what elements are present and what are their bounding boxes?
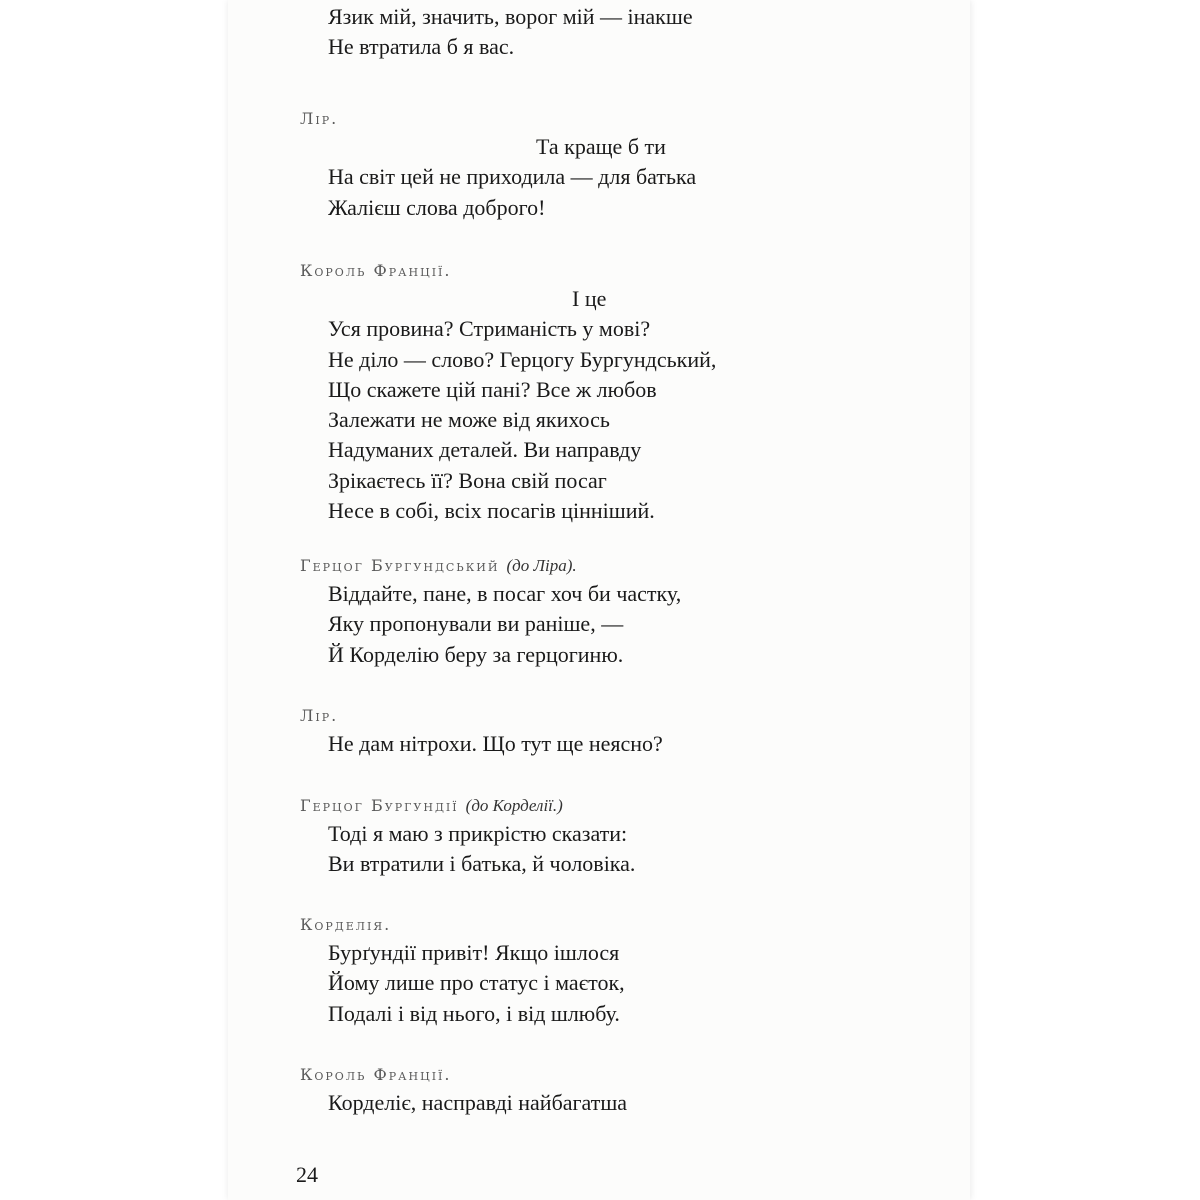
verse-line: Й Корделію беру за герцогиню. <box>328 641 624 667</box>
speaker-name <box>300 258 970 284</box>
dialogue-block-8 <box>228 1062 970 1118</box>
verse-line: Віддайте, пане, в посаг хоч би частку, <box>328 581 682 606</box>
dialogue-block-5 <box>228 703 970 759</box>
book-page <box>228 0 970 1200</box>
page-number: 24 <box>296 1162 318 1187</box>
speaker-label: Король Франції. <box>300 1065 452 1084</box>
verse-line: На світ цей не приходила — для батька <box>328 164 697 190</box>
page-content <box>228 0 970 1200</box>
speaker-name <box>300 703 970 729</box>
verse-line: Не діло — слово? Герцогу Бургундський, <box>328 346 717 372</box>
verse-line: Не втратила б я вас. <box>328 34 515 60</box>
speaker-label: Лір. <box>300 706 339 725</box>
verse-line: Залежати не може від якихось <box>328 407 610 433</box>
speaker-name <box>300 106 970 132</box>
dialogue-block-4 <box>228 553 970 670</box>
verse-line-continued: І це <box>572 286 607 311</box>
speaker-label: Герцог Бургундський <box>300 556 500 575</box>
speaker-name <box>300 912 970 938</box>
speaker-name <box>300 793 970 819</box>
speaker-name <box>300 1062 970 1088</box>
verse-line: Тоді я маю з прикрістю сказати: <box>328 821 628 846</box>
verse-line: Язик мій, значить, ворог мій — інакше <box>328 4 693 29</box>
verse-line: Зрікаєтесь її? Вона свій посаг <box>328 467 607 493</box>
stage-direction: (до Корделії.) <box>465 796 563 815</box>
verse-line: Ви втратили і батька, й чоловіка. <box>328 851 636 877</box>
verse-line: Не дам нітрохи. Що тут ще неясно? <box>328 731 663 756</box>
stage-direction: (до Ліра). <box>506 556 577 575</box>
speaker-label: Лір. <box>300 109 339 128</box>
verse-line: Жалієш слова доброго! <box>328 194 546 220</box>
speaker-label: Герцог Бургундії <box>300 796 459 815</box>
verse-line: Що скажете цій пані? Все ж любов <box>328 376 657 402</box>
verse-line: Несе в собі, всіх посагів цінніший. <box>328 498 655 524</box>
verse-line: Корделіє, насправді найбагатша <box>328 1090 628 1115</box>
dialogue-block-3 <box>228 258 970 526</box>
dialogue-block-2 <box>228 106 970 223</box>
speaker-name <box>300 553 970 579</box>
dialogue-block-6 <box>228 793 970 880</box>
speaker-label: Король Франції. <box>300 261 452 280</box>
verse-line: Йому лише про статус і маєток, <box>328 970 625 996</box>
dialogue-block-7 <box>228 912 970 1029</box>
verse-line: Уся провина? Стриманість у мові? <box>328 316 651 342</box>
speaker-label: Корделія. <box>300 915 392 934</box>
verse-line-continued: Та краще б ти <box>536 134 666 159</box>
verse-line: Яку пропонували ви раніше, — <box>328 611 624 637</box>
verse-line: Подалі і від нього, і від шлюбу. <box>328 1000 620 1026</box>
verse-line: Бурґундії привіт! Якщо ішлося <box>328 940 620 965</box>
verse-line: Надуманих деталей. Ви направду <box>328 437 642 463</box>
dialogue-block-1 <box>228 2 970 63</box>
